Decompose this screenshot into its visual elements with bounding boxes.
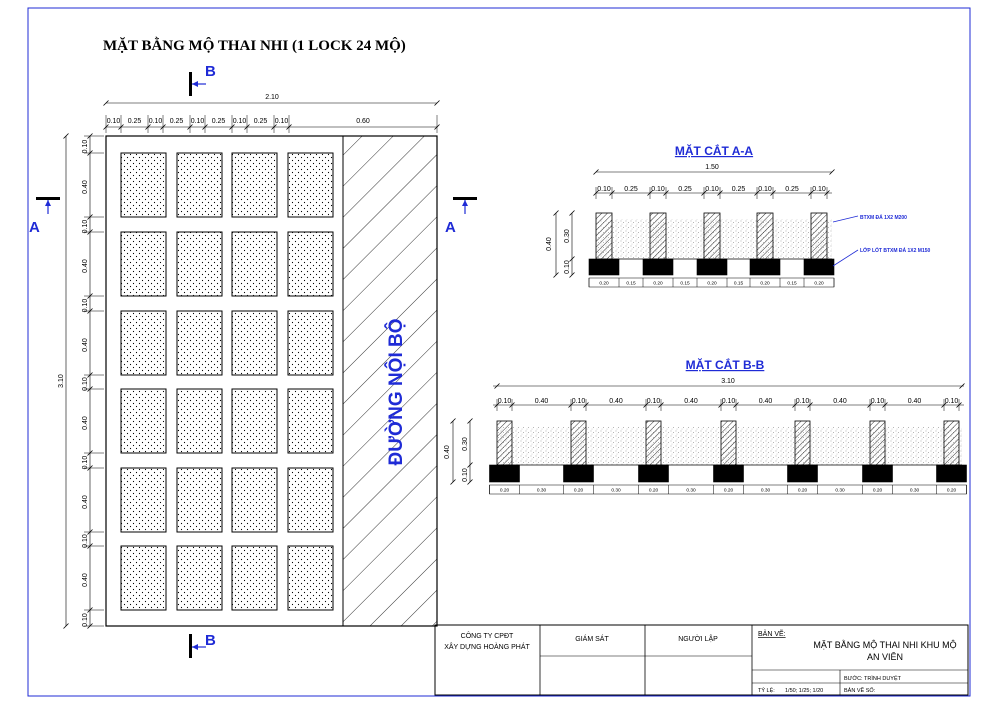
section-top-dim: 0.25 (624, 186, 638, 193)
section-top-dim: 0.10 (497, 398, 512, 405)
cut-label-b-bottom: B (205, 632, 216, 649)
scale-label: TỶ LỆ: (758, 688, 775, 694)
grave-plot (232, 153, 277, 217)
label-concrete: BTXM ĐÁ 1X2 M200 (860, 215, 907, 221)
section-bottom-dim: 0.20 (814, 281, 824, 287)
grave-plot (121, 232, 166, 296)
section-aa-height: 0.40 (546, 237, 553, 251)
section-footing (804, 259, 834, 275)
grave-plot (121, 311, 166, 375)
plan-left-dim: 0.10 (82, 534, 89, 548)
section-footing (937, 465, 967, 482)
section-footing (643, 259, 673, 275)
section-footing (750, 259, 780, 275)
section-aa-height-lower: 0.10 (564, 260, 571, 274)
section-top-dim: 0.10 (944, 398, 959, 405)
section-aa-height-upper: 0.30 (564, 229, 571, 243)
company-line-2: XÂY DỰNG HOÀNG PHÁT (444, 644, 530, 651)
section-top-dim: 0.40 (684, 398, 698, 405)
plan-left-dim: 0.10 (82, 219, 89, 234)
section-bottom-dim: 0.20 (872, 488, 883, 494)
drawing-title-line-2: AN VIÊN (866, 652, 904, 662)
section-top-dim: 0.40 (609, 398, 623, 405)
sheet-label: BẢN VẼ SỐ: (844, 688, 876, 694)
plan-left-dim: 0.40 (82, 259, 89, 273)
road-label: ĐƯỜNG NỘI BỘ (386, 318, 407, 466)
section-top-dim: 0.10 (705, 186, 719, 193)
sheet-border (28, 8, 970, 696)
cut-marker-a-right (445, 197, 477, 236)
section-top-dim: 0.10 (812, 186, 826, 193)
section-footing (697, 259, 727, 275)
section-bb (444, 357, 967, 494)
section-footing (490, 465, 520, 482)
section-top-dim: 0.40 (833, 398, 847, 405)
plan-top-dim: 0.25 (211, 118, 226, 125)
grave-plot (288, 468, 333, 532)
plan-top-dim: 0.10 (148, 118, 163, 125)
section-wall (721, 421, 736, 465)
plan-top-dim: 0.60 (356, 118, 370, 125)
section-footing (564, 465, 594, 482)
cut-marker-b-bottom (189, 632, 216, 658)
section-bottom-dim: 0.20 (707, 281, 717, 287)
plan-left-dim: 0.40 (82, 495, 89, 509)
section-bottom-dim: 0.30 (611, 488, 621, 494)
section-wall (646, 421, 661, 465)
section-top-dim: 0.10 (646, 398, 661, 405)
grave-plot (177, 546, 222, 610)
section-bb-height-upper: 0.30 (462, 437, 469, 451)
section-top-dim: 0.10 (721, 398, 736, 405)
plan-top-dimensions (104, 94, 440, 133)
grave-plot (232, 468, 277, 532)
company-line-1: CÔNG TY CPĐT (460, 633, 514, 640)
plan-top-dim: 0.10 (190, 118, 205, 125)
section-top-dim: 0.25 (731, 186, 746, 193)
section-bottom-dim: 0.30 (686, 488, 696, 494)
section-bottom-dim: 0.20 (573, 488, 584, 494)
grave-plot (121, 153, 166, 217)
plan-left-dim: 0.40 (82, 338, 89, 352)
section-top-dim: 0.40 (907, 398, 922, 405)
section-top-dim: 0.10 (651, 186, 665, 193)
plan-title: MẶT BẰNG MỘ THAI NHI (1 LOCK 24 MỘ) (103, 38, 406, 54)
section-aa-total: 1.50 (705, 164, 719, 171)
plan-top-dim: 0.25 (127, 118, 142, 125)
section-top-dim: 0.25 (678, 186, 692, 193)
label-lining: LỚP LÓT BTXM ĐÁ 1X2 M150 (860, 248, 931, 254)
plan-left-dimensions (58, 134, 104, 629)
plan-top-dim: 0.10 (106, 118, 121, 125)
section-bottom-dim: 0.20 (760, 281, 770, 287)
section-bottom-dim: 0.30 (835, 488, 845, 494)
section-bottom-dim: 0.30 (760, 488, 771, 494)
section-footing (714, 465, 744, 482)
section-bottom-dim: 0.20 (599, 281, 609, 287)
plan-total-width: 2.10 (265, 94, 279, 101)
section-bottom-dim: 0.20 (946, 488, 957, 494)
drafter-label: NGƯỜI LẬP (678, 636, 718, 643)
section-bottom-dim: 0.15 (680, 281, 690, 287)
grave-plot (288, 232, 333, 296)
plan-total-height: 3.10 (58, 374, 65, 388)
plan-left-dim: 0.40 (82, 416, 89, 430)
scale-value: 1/50; 1/25; 1/20 (785, 688, 824, 694)
section-wall (650, 213, 666, 259)
plan-view (106, 136, 437, 626)
section-bb-height: 0.40 (444, 445, 451, 459)
section-top-dim: 0.10 (870, 398, 885, 405)
supervisor-label: GIÁM SÁT (575, 636, 609, 643)
cut-label-a-left: A (29, 219, 40, 236)
section-bottom-dim: 0.20 (653, 281, 663, 287)
step-label: BƯỚC: TRÌNH DUYỆT (844, 676, 901, 682)
section-bottom-dim: 0.20 (499, 488, 510, 494)
grave-plot (232, 389, 277, 453)
plan-top-dim: 0.25 (169, 118, 184, 125)
grave-plot (288, 389, 333, 453)
section-wall (870, 421, 885, 465)
grave-plot (232, 546, 277, 610)
section-bb-height-lower: 0.10 (462, 468, 469, 482)
section-wall (757, 213, 773, 259)
grave-plot (177, 311, 222, 375)
section-bottom-dim: 0.30 (536, 488, 547, 494)
section-top-dim: 0.10 (597, 186, 611, 193)
section-aa-title: MẶT CẮT A-A (674, 144, 754, 158)
grave-plot (177, 232, 222, 296)
section-bb-total: 3.10 (721, 378, 735, 385)
section-top-dim: 0.10 (758, 186, 772, 193)
cut-marker-b-top (189, 63, 216, 96)
cut-marker-a-left (29, 197, 60, 236)
grave-plot (288, 153, 333, 217)
plan-left-dim: 0.10 (82, 139, 89, 154)
plan-top-dim: 0.10 (274, 118, 289, 125)
grave-plot (232, 232, 277, 296)
section-wall (704, 213, 720, 259)
section-wall (795, 421, 810, 465)
section-top-dim: 0.40 (534, 398, 549, 405)
plan-left-dim: 0.40 (82, 180, 89, 194)
grave-plot (121, 546, 166, 610)
section-footing (788, 465, 818, 482)
title-block (435, 625, 968, 695)
section-top-dim: 0.10 (795, 398, 810, 405)
grave-grid (121, 153, 333, 610)
plan-left-dim: 0.40 (82, 573, 89, 587)
section-bottom-dim: 0.15 (626, 281, 636, 287)
grave-plot (121, 468, 166, 532)
plan-top-dim: 0.25 (253, 118, 268, 125)
section-bb-title: MẶT CẮT B-B (685, 358, 765, 372)
cut-label-a-right: A (445, 219, 456, 236)
grave-plot (177, 389, 222, 453)
grave-plot (177, 153, 222, 217)
section-wall (497, 421, 512, 465)
section-aa (546, 143, 931, 287)
section-footing (639, 465, 669, 482)
section-wall (944, 421, 959, 465)
grave-plot (288, 546, 333, 610)
grave-plot (177, 468, 222, 532)
grave-plot (288, 311, 333, 375)
section-bottom-dim: 0.15 (733, 281, 744, 287)
section-bottom-dim: 0.20 (797, 488, 808, 494)
drawing-title-line-1: MẶT BẰNG MỘ THAI NHI KHU MỘ (813, 640, 957, 650)
section-footing (589, 259, 619, 275)
section-bottom-dim: 0.20 (723, 488, 734, 494)
grave-plot (232, 311, 277, 375)
plan-left-dim: 0.10 (82, 455, 89, 470)
section-top-dim: 0.25 (785, 186, 799, 193)
section-wall (571, 421, 586, 465)
plan-left-dim: 0.10 (82, 377, 89, 391)
section-bottom-dim: 0.20 (648, 488, 659, 494)
section-wall (811, 213, 827, 259)
section-footing (863, 465, 893, 482)
cut-label-b-top: B (205, 63, 216, 80)
section-wall (596, 213, 612, 259)
plan-left-dim: 0.10 (82, 298, 89, 313)
section-top-dim: 0.40 (758, 398, 773, 405)
section-bottom-dim: 0.30 (909, 488, 920, 494)
plan-top-dim: 0.10 (232, 118, 247, 125)
drawing-label: BẢN VẼ: (758, 631, 786, 638)
plan-left-dim: 0.10 (82, 613, 89, 627)
section-bottom-dim: 0.15 (787, 281, 797, 287)
grave-plot (121, 389, 166, 453)
section-top-dim: 0.10 (571, 398, 586, 405)
